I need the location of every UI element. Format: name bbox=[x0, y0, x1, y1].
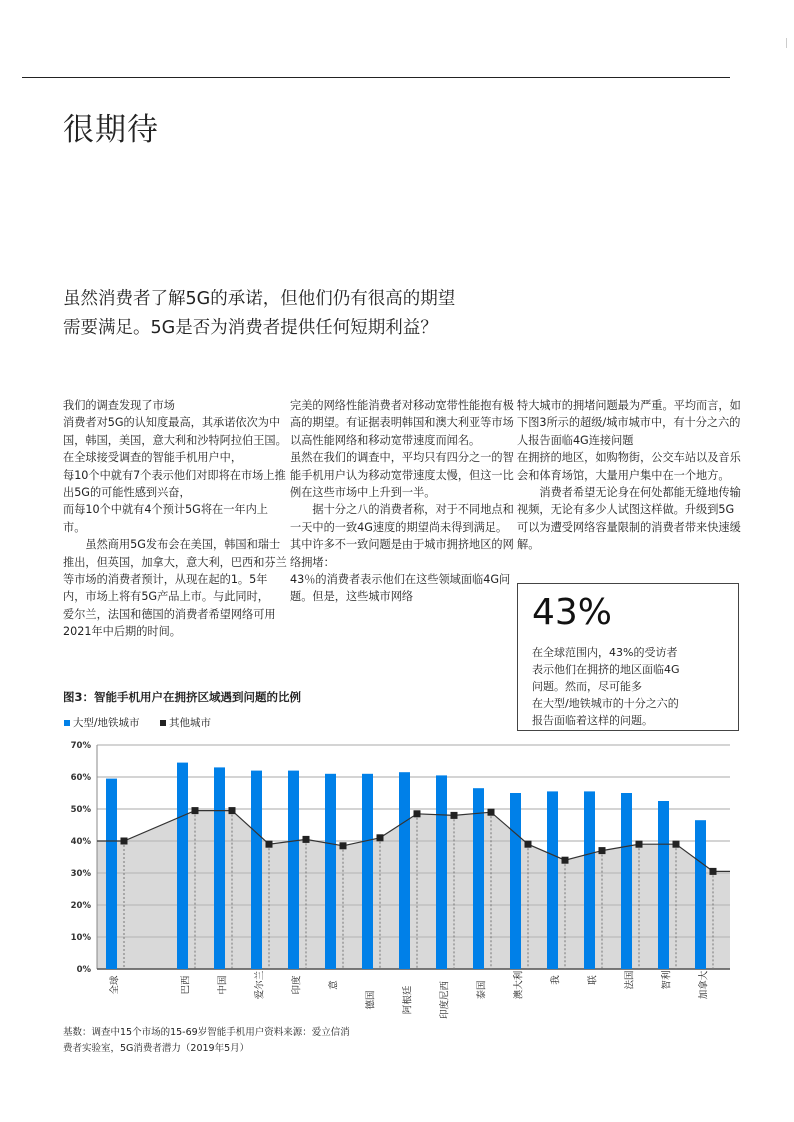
y-tick-label: 10% bbox=[70, 933, 91, 943]
marker-other-cities bbox=[673, 841, 680, 848]
y-tick-label: 40% bbox=[70, 837, 91, 847]
marker-other-cities bbox=[377, 834, 384, 841]
marker-other-cities bbox=[266, 841, 273, 848]
marker-other-cities bbox=[599, 847, 606, 854]
callout-text: 在全球范围内，43%的受访者 表示他们在拥挤的地区面临4G 问题。然而，尽可能多 在大型/地铁城市的十分之六的 报告面临着这样的问题。 bbox=[532, 646, 680, 727]
marker-other-cities bbox=[414, 810, 421, 817]
marker-other-cities bbox=[710, 868, 717, 875]
x-category-label: 中国 bbox=[217, 975, 229, 995]
x-category-label: 智利 bbox=[661, 970, 673, 990]
marker-other-cities bbox=[451, 812, 458, 819]
x-category-label: 印度尼西 bbox=[439, 980, 451, 1020]
y-tick-label: 0% bbox=[76, 965, 91, 975]
legend-label: 其他城市 bbox=[169, 717, 211, 729]
marker-other-cities bbox=[303, 836, 310, 843]
bar-large-cities bbox=[251, 771, 262, 969]
x-category-label: 意 bbox=[328, 980, 340, 990]
x-category-label: 印度 bbox=[291, 975, 303, 995]
bar-large-cities bbox=[325, 774, 336, 969]
y-tick-label: 50% bbox=[70, 805, 91, 815]
marker-other-cities bbox=[340, 842, 347, 849]
x-category-label: 联 bbox=[587, 975, 599, 985]
marker-other-cities bbox=[192, 807, 199, 814]
legend-label: 大型/地铁城市 bbox=[73, 717, 140, 729]
chart-title: 图3：智能手机用户在拥挤区域遇到问题的比例 bbox=[63, 690, 301, 704]
other-cities-area bbox=[97, 811, 730, 969]
x-category-label: 澳大利 bbox=[513, 970, 525, 1000]
y-tick-label: 60% bbox=[70, 773, 91, 783]
bar-large-cities bbox=[214, 767, 225, 969]
marker-other-cities bbox=[562, 857, 569, 864]
subtitle: 虽然消费者了解5G的承诺，但他们仍有很高的期望需要满足。5G是否为消费者提供任何短期利益？ bbox=[63, 289, 456, 338]
bar-large-cities bbox=[658, 801, 669, 969]
bar-large-cities bbox=[584, 791, 595, 969]
marker-other-cities bbox=[525, 841, 532, 848]
bar-large-cities bbox=[106, 779, 117, 969]
x-category-label: 泰国 bbox=[476, 980, 488, 1000]
bar-large-cities bbox=[473, 788, 484, 969]
callout-value: 43% bbox=[532, 592, 613, 633]
y-tick-label: 30% bbox=[70, 869, 91, 879]
y-tick-label: 70% bbox=[70, 741, 91, 751]
x-category-label: 全球 bbox=[109, 975, 121, 995]
marker-other-cities bbox=[636, 841, 643, 848]
bar-large-cities bbox=[399, 772, 410, 969]
bar-large-cities bbox=[547, 791, 558, 969]
bar-large-cities bbox=[510, 793, 521, 969]
x-category-label: 巴西 bbox=[180, 975, 192, 995]
x-category-label: 阿根廷 bbox=[402, 985, 414, 1015]
bar-large-cities bbox=[695, 820, 706, 969]
x-category-label: 我 bbox=[550, 975, 562, 985]
x-category-label: 法国 bbox=[624, 970, 636, 990]
x-category-label: 爱尔兰 bbox=[254, 970, 266, 1000]
footnote: 基数：调查中15个市场的15-69岁智能手机用户资料来源：爱立信消 费者实验室，5G消费者潜力（2019年5月） bbox=[63, 1027, 350, 1054]
column-text: 我们的调查发现了市场 消费者对5G的认知度最高，其承诺依次为中国，韩国，美国，意大利和沙特阿拉伯王国。在全球接受调查的智能手机用户中， 每10个中就有7个表示他们对即将在市场上推出5G的可能性感到兴奋， 而每10个中就有4个预计5G将在一年内上市。 虽然商用5G发布会在美国，韩国和瑞士推出，但英国，加拿大，意大利，巴西和芬兰等市场的消费者预计，从现在起的1。5年内，市场上将有5G产品上市。与此同时， 爱尔兰，法国和德国的消费者希望网络可用 2021年中后期的时间。 bbox=[63, 399, 287, 639]
bar-large-cities bbox=[177, 763, 188, 969]
bar-large-cities bbox=[436, 775, 447, 969]
page-title: 很期待 bbox=[63, 112, 159, 148]
x-category-label: 加拿大 bbox=[698, 970, 710, 1000]
marker-other-cities bbox=[121, 838, 128, 845]
marker-other-cities bbox=[488, 809, 495, 816]
column-text: 特大城市的拥堵问题最为严重。平均而言，如下图3所示的超级/城市城市中，有十分之六的人报告面临4G连接问题 在拥挤的地区，如购物街，公交车站以及音乐会和体育场馆，大量用户集中在一个地方。 消费者希望无论身在何处都能无缝地传输视频，无论有多少人试图这样做。升级到5G可以为遭受网络容量限制的消费者带来快速缓解。 bbox=[517, 399, 741, 552]
bar-large-cities bbox=[288, 771, 299, 969]
marker-other-cities bbox=[229, 807, 236, 814]
x-category-label: 德国 bbox=[365, 990, 377, 1010]
bar-large-cities bbox=[621, 793, 632, 969]
column-text: 完美的网络性能消费者对移动宽带性能抱有极高的期望。有证据表明韩国和澳大利亚等市场以高性能网络和移动宽带速度而闻名。 虽然在我们的调查中，平均只有四分之一的智能手机用户认为移动宽带速度太慢，但这一比例在这些市场中上升到一半。 据十分之八的消费者称，对于不同地点和一天中的一致4G速度的期望尚未得到满足。其中许多不一致问题是由于城市拥挤地区的网络拥堵： 43％的消费者表示他们在这些领域面临4G问题。但是，这些城市网络 bbox=[290, 399, 514, 604]
y-tick-label: 20% bbox=[70, 901, 91, 911]
bar-large-cities bbox=[362, 774, 373, 969]
